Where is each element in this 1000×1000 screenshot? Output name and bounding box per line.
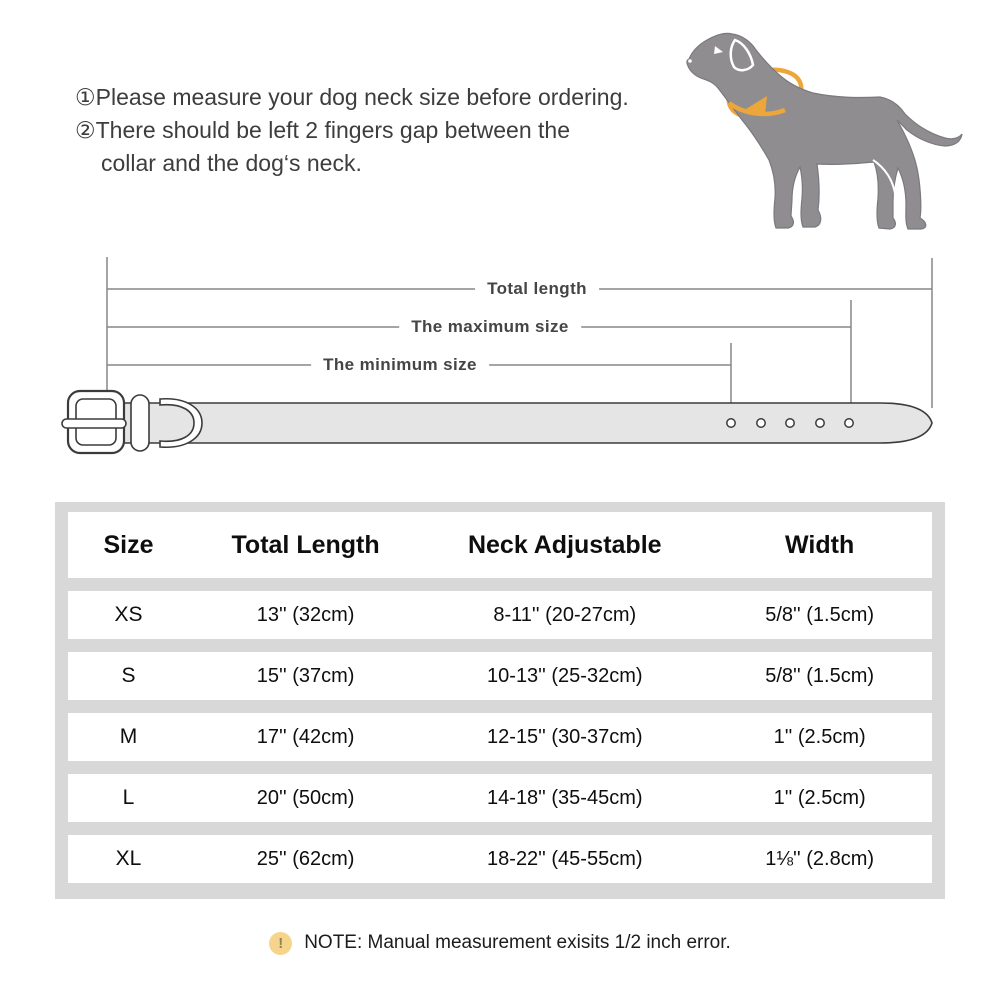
cell-total-length: 20'' (50cm): [256, 786, 355, 809]
dog-nose-dot: [688, 59, 692, 63]
collar-keeper: [131, 395, 149, 451]
minimum-size-label: The minimum size: [311, 355, 489, 375]
cell-total-length: 25'' (62cm): [256, 847, 355, 870]
column-header-width: Width: [785, 530, 855, 559]
table-header-row: [68, 512, 932, 578]
size-chart-table: [55, 502, 945, 899]
collar-measurement-diagram: [0, 250, 1000, 480]
total-length-label: Total length: [475, 279, 599, 299]
measurement-note: [0, 929, 1000, 957]
column-header-neck-adjustable: Neck Adjustable: [467, 530, 662, 559]
cell-width: 5/8'' (1.5cm): [765, 603, 875, 626]
cell-width: 1⅛'' (2.8cm): [765, 847, 875, 870]
cell-total-length: 15'' (37cm): [256, 664, 355, 687]
maximum-size-label: The maximum size: [399, 317, 581, 337]
dog-svg: [645, 10, 985, 260]
cell-width: 1'' (2.5cm): [773, 725, 866, 748]
collar-buckle-prong: [62, 419, 126, 428]
table-row: [68, 591, 932, 639]
cell-total-length: 17'' (42cm): [256, 725, 355, 748]
cell-size: M: [119, 725, 138, 748]
cell-size: S: [121, 664, 136, 687]
collar-strap: [110, 403, 932, 443]
cell-neck-adjustable: 14-18'' (35-45cm): [487, 786, 643, 809]
table-row: [68, 652, 932, 700]
cell-width: 1'' (2.5cm): [773, 786, 866, 809]
cell-neck-adjustable: 10-13'' (25-32cm): [487, 664, 643, 687]
column-header-total-length: Total Length: [231, 530, 380, 559]
cell-neck-adjustable: 12-15'' (30-37cm): [487, 725, 643, 748]
cell-neck-adjustable: 18-22'' (45-55cm): [487, 847, 643, 870]
cell-total-length: 13'' (32cm): [256, 603, 355, 626]
cell-size: XS: [114, 603, 143, 626]
dog-silhouette-illustration: [645, 10, 985, 260]
exclamation-icon: !: [269, 932, 292, 955]
instruction-line-1: ①Please measure your dog neck size before ordering.: [75, 84, 629, 110]
cell-size: XL: [115, 847, 142, 870]
instruction-line-2: ②There should be left 2 fingers gap between the: [75, 117, 570, 143]
instruction-line-3: collar and the dog‘s neck.: [101, 150, 362, 176]
measuring-instructions: [75, 81, 629, 180]
cell-size: L: [122, 786, 135, 809]
cell-neck-adjustable: 8-11'' (20-27cm): [493, 603, 637, 626]
table-row: [68, 774, 932, 822]
cell-width: 5/8'' (1.5cm): [765, 664, 875, 687]
dog-body-silhouette: [687, 33, 962, 229]
table-row: [68, 835, 932, 883]
note-text: NOTE: Manual measurement exisits 1/2 inch error.: [304, 932, 731, 953]
column-header-size: Size: [103, 530, 154, 559]
table-row: [68, 713, 932, 761]
